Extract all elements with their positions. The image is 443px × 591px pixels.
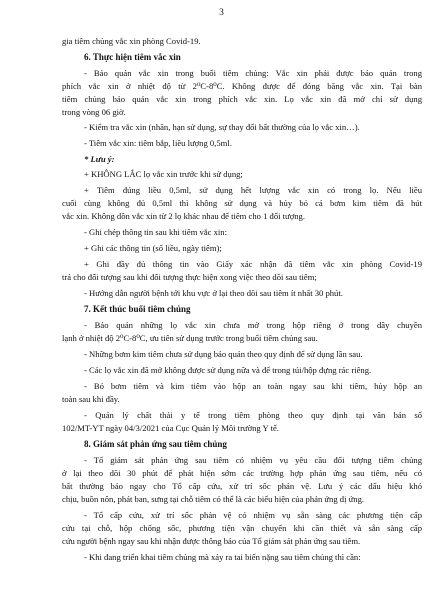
text-line: * Lưu ý: [84, 154, 115, 164]
text-line: cứu tại chỗ, hộp chống sốc, phương tiện vận chuyển khi cần thiết và sẵn sàng cấp [62, 523, 422, 533]
section-heading: 7. Kết thúc buổi tiêm chủng [84, 304, 191, 314]
text-line: 102/MT-YT ngày 04/3/2021 của Cục Quản lý Môi trường Y tế. [62, 423, 279, 433]
text-line: lạnh ở nhiệt độ 2⁰C-8⁰C, ưu tiên sử dụng trước trong buổi tiêm chủng sau. [62, 333, 318, 343]
text-line: vắc xin. Không dồn vắc xin từ 2 lọ khác nhau để tiêm cho 1 đối tượng. [62, 211, 305, 221]
text-line: + Tiêm đúng liều 0,5ml, sử dụng hết lượng vắc xin có trong lọ. Nếu liều [84, 185, 422, 195]
section-heading: 6. Thực hiện tiêm vắc xin [84, 52, 181, 62]
section-heading: 8. Giám sát phản ứng sau tiêm chủng [84, 439, 227, 449]
page-number: 3 [219, 8, 224, 18]
text-line: gia tiêm chủng vắc xin phòng Covid-19. [62, 36, 201, 46]
text-line: - Hướng dẫn người bệnh tới khu vực ở lại theo dõi sau tiêm ít nhất 30 phút. [84, 288, 343, 298]
text-line: phích vắc xin ở nhiệt độ từ 2⁰C-8⁰C. Không được để đóng băng vắc xin. Tại bàn [62, 81, 422, 91]
text-line: - Tổ giám sát phản ứng sau tiêm có nhiệm vụ yêu cầu đối tượng tiêm chủng [84, 455, 422, 465]
text-line: - Quản lý chất thải y tế trong tiêm phòng theo quy định tại văn bản số [84, 410, 422, 420]
text-line: - Ghi chép thông tin sau khi tiêm vắc xin: [84, 227, 227, 237]
text-line: - Tiêm vắc xin: tiêm bắp, liều lượng 0,5ml. [84, 138, 232, 148]
text-line: - Kiểm tra vắc xin (nhãn, hạn sử dụng, sự thay đổi bất thường của lọ vắc xin…). [84, 122, 360, 132]
text-line: - Các lọ vắc xin đã mở không được sử dụng nữa và để trong túi/hộp đựng rác riêng. [84, 365, 372, 375]
text-line: + Ghi đầy đủ thông tin vào Giấy xác nhận đã tiêm vắc xin phòng Covid-19 [84, 259, 422, 269]
text-line: toàn sau khi đầy. [62, 394, 120, 404]
text-line: cứu người bệnh ngay sau khi nhận được thông báo của Tổ giám sát phản ứng sau tiêm. [62, 536, 361, 546]
text-line: trả cho đối tượng sau khi đối tượng thực hiện xong việc theo dõi sau tiêm; [62, 272, 317, 282]
text-line: trong vòng 06 giờ. [62, 107, 126, 117]
text-line: - Những bơm kim tiêm chưa sử dụng bảo quản theo quy định để sử dụng lần sau. [84, 349, 363, 359]
text-line: cuối cùng không đủ 0,5ml thì không sử dụng và hủy bỏ cả bơm kim tiêm đã hút [62, 198, 422, 208]
text-line: bất thường báo ngay cho Tổ cấp cứu, xử trí sốc phản vệ. Lưu ý các dấu hiệu khó [62, 481, 422, 491]
text-line: - Tổ cấp cứu, xử trí sốc phản vệ có nhiệm vụ sẵn sàng các phương tiện cấp [84, 510, 422, 520]
text-line: ở lại theo dõi 30 phút để phát hiện sớm các trường hợp phản ứng sau tiêm, nếu có [62, 468, 422, 478]
text-line: + Ghi các thông tin (số liều, ngày tiêm); [84, 243, 222, 253]
text-line: tiêm chủng bảo quản vắc xin trong phích vắc xin. Lọ vắc xin đã mở chỉ sử dụng [62, 94, 422, 104]
text-line: - Bỏ bơm tiêm và kim tiêm vào hộp an toàn ngay sau khi tiêm, hủy hộp an [84, 381, 422, 391]
text-line: - Khi đang triển khai tiêm chủng mà xảy ra tai biến nặng sau tiêm chủng thì cần: [84, 552, 361, 562]
text-line: - Bảo quản vắc xin trong buổi tiêm chủng: Vắc xin phải được bảo quản trong [84, 68, 422, 78]
text-line: + KHÔNG LẮC lọ vắc xin trước khi sử dụng; [84, 169, 243, 179]
text-line: chịu, buồn nôn, phát ban, sưng tại chỗ tiêm có thể là các biểu hiện của phản ứng dị ứng. [62, 494, 365, 504]
text-line: - Bảo quản những lọ vắc xin chưa mở trong hộp riêng ở trong dây chuyền [84, 320, 422, 330]
